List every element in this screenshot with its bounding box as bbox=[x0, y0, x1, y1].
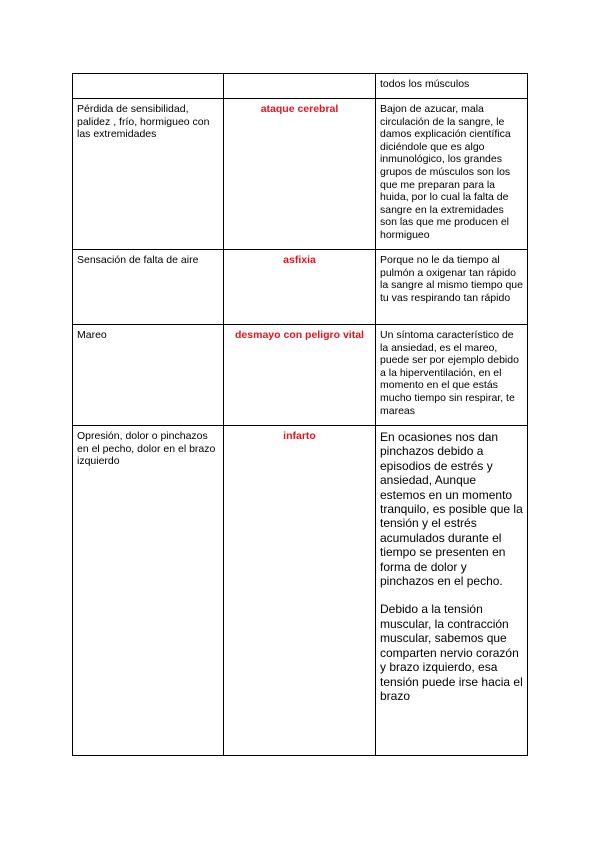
symptom-cell: Sensación de falta de aire bbox=[73, 250, 224, 325]
table-row bbox=[73, 99, 528, 250]
explanation-cell: todos los músculos bbox=[376, 74, 528, 99]
danger-cell bbox=[224, 74, 376, 99]
table-row bbox=[73, 426, 528, 756]
explanation-cell: Un síntoma característico de la ansiedad, es el mareo, puede ser por ejemplo debido a la hiperventilación, en el momento en el que estás mucho tiempo sin respirar, te mareas bbox=[376, 325, 528, 426]
explanation-paragraph: En ocasiones nos dan pinchazos debido a episodios de estrés y ansiedad, Aunque estemos en un momento tranquilo, es posible que la tensión y el estrés acumulados durante el tiempo se presenten en forma de dolor y pinchazos en el pecho. bbox=[380, 430, 523, 589]
symptom-cell: Mareo bbox=[73, 325, 224, 426]
symptom-cell: Pérdida de sensibilidad, palidez , frío, hormigueo con las extremidades bbox=[73, 99, 224, 250]
explanation-cell: Bajon de azucar, mala circulación de la sangre, le damos explicación científica diciéndole que es algo inmunológico, los grandes grupos de músculos son los que me preparan para la huida, por lo cual la falta de sangre en la extremidades son las que me producen el hormigueo bbox=[376, 99, 528, 250]
symptom-cell: Opresión, dolor o pinchazos en el pecho, dolor en el brazo izquierdo bbox=[73, 426, 224, 756]
table-row bbox=[73, 325, 528, 426]
danger-cell: infarto bbox=[224, 426, 376, 756]
symptom-cell bbox=[73, 74, 224, 99]
table-row bbox=[73, 250, 528, 325]
explanation-cell bbox=[376, 426, 528, 756]
explanation-cell: Porque no le da tiempo al pulmón a oxigenar tan rápido la sangre al mismo tiempo que tu vas respirando tan rápido bbox=[376, 250, 528, 325]
danger-cell: desmayo con peligro vital bbox=[224, 325, 376, 426]
explanation-paragraph: Debido a la tensión muscular, la contracción muscular, sabemos que comparten nervio corazón y brazo izquierdo, esa tensión puede irse hacia el brazo bbox=[380, 602, 523, 703]
symptoms-table bbox=[72, 73, 528, 756]
danger-cell: asfixia bbox=[224, 250, 376, 325]
table-row bbox=[73, 74, 528, 99]
danger-cell: ataque cerebral bbox=[224, 99, 376, 250]
